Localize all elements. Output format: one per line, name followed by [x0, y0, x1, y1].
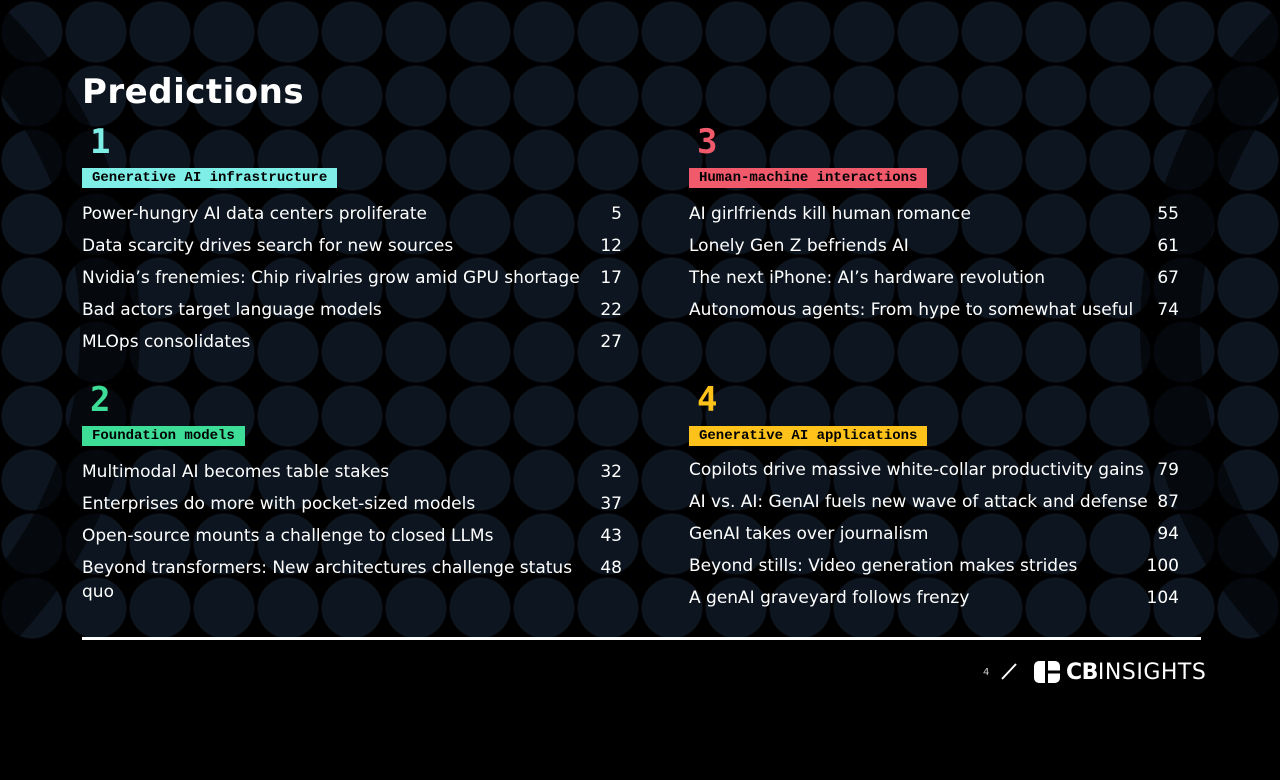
toc-item-label: Data scarcity drives search for new sources	[82, 236, 454, 256]
toc-item-page: 79	[1157, 460, 1179, 480]
toc-item-label: AI vs. AI: GenAI fuels new wave of attack and defense	[689, 492, 1148, 512]
toc-item-label: Nvidia’s frenemies: Chip rivalries grow amid GPU shortage	[82, 268, 580, 288]
brand-bold: CB	[1066, 659, 1098, 685]
toc-item[interactable]	[82, 330, 622, 362]
section-number: 2	[90, 380, 111, 420]
toc-item[interactable]	[689, 234, 1179, 266]
section-generative-ai-infrastructure	[82, 122, 622, 362]
toc-item-page: 94	[1157, 524, 1179, 544]
section-tag: Generative AI infrastructure	[82, 168, 337, 188]
toc-item-page: 27	[600, 332, 622, 352]
toc-item[interactable]	[82, 234, 622, 266]
toc-item-page: 37	[600, 494, 622, 514]
section-items	[82, 460, 622, 602]
section-number: 4	[697, 380, 718, 420]
section-human-machine-interactions	[689, 122, 1179, 330]
section-items	[689, 458, 1179, 618]
section-foundation-models	[82, 380, 622, 602]
section-number: 1	[90, 122, 111, 162]
page-title: Predictions	[82, 72, 305, 112]
toc-item[interactable]	[689, 490, 1179, 522]
toc-item[interactable]	[689, 522, 1179, 554]
toc-item-page: 104	[1146, 588, 1179, 608]
cb-insights-logo	[1034, 660, 1206, 684]
toc-item[interactable]	[82, 460, 622, 492]
toc-item-page: 87	[1157, 492, 1179, 512]
toc-item-page: 43	[600, 526, 622, 546]
toc-item-label: GenAI takes over journalism	[689, 524, 929, 544]
toc-item[interactable]	[82, 202, 622, 234]
toc-item-page: 17	[600, 268, 622, 288]
toc-item-label: Beyond stills: Video generation makes strides	[689, 556, 1078, 576]
section-number: 3	[697, 122, 718, 162]
toc-item[interactable]	[82, 556, 622, 602]
page-number: 4	[983, 667, 990, 678]
toc-item-label: Multimodal AI becomes table stakes	[82, 462, 390, 482]
toc-item-page: 100	[1146, 556, 1179, 576]
toc-item-page: 55	[1157, 204, 1179, 224]
toc-item-label: Autonomous agents: From hype to somewhat useful	[689, 300, 1134, 320]
toc-item[interactable]	[82, 492, 622, 524]
toc-item-label: Enterprises do more with pocket-sized models	[82, 494, 476, 514]
toc-item-page: 48	[600, 558, 622, 578]
toc-item[interactable]	[82, 524, 622, 556]
cb-insights-logo-icon	[1034, 661, 1060, 683]
toc-item-label: AI girlfriends kill human romance	[689, 204, 971, 224]
toc-item[interactable]	[689, 298, 1179, 330]
toc-item[interactable]	[689, 554, 1179, 586]
section-tag: Generative AI applications	[689, 426, 927, 446]
toc-item[interactable]	[689, 586, 1179, 618]
brand-light: INSIGHTS	[1097, 659, 1207, 685]
section-items	[82, 202, 622, 362]
toc-item-label: Beyond transformers: New architectures challenge status quo	[82, 558, 573, 602]
toc-item[interactable]	[689, 202, 1179, 234]
section-tag: Foundation models	[82, 426, 245, 446]
toc-item-page: 12	[600, 236, 622, 256]
toc-item-label: Open-source mounts a challenge to closed LLMs	[82, 526, 494, 546]
toc-item-label: Bad actors target language models	[82, 300, 382, 320]
toc-item-page: 74	[1157, 300, 1179, 320]
toc-item-page: 67	[1157, 268, 1179, 288]
toc-item-page: 5	[611, 204, 622, 224]
toc-item-label: The next iPhone: AI’s hardware revolution	[689, 268, 1045, 288]
toc-item[interactable]	[689, 458, 1179, 490]
toc-item-label: A genAI graveyard follows frenzy	[689, 588, 970, 608]
slash-icon	[1000, 661, 1018, 681]
toc-item-page: 32	[600, 462, 622, 482]
toc-item-label: Power-hungry AI data centers proliferate	[82, 204, 427, 224]
footer-divider	[82, 637, 1201, 640]
toc-item-page: 61	[1157, 236, 1179, 256]
toc-item-label: Copilots drive massive white-collar productivity gains	[689, 460, 1144, 480]
toc-item[interactable]	[689, 266, 1179, 298]
toc-item-page: 22	[600, 300, 622, 320]
toc-item[interactable]	[82, 298, 622, 330]
toc-item[interactable]	[82, 266, 622, 298]
toc-item-label: Lonely Gen Z befriends AI	[689, 236, 909, 256]
section-generative-ai-applications	[689, 380, 1179, 618]
section-tag: Human-machine interactions	[689, 168, 927, 188]
toc-item-label: MLOps consolidates	[82, 332, 251, 352]
section-items	[689, 202, 1179, 330]
